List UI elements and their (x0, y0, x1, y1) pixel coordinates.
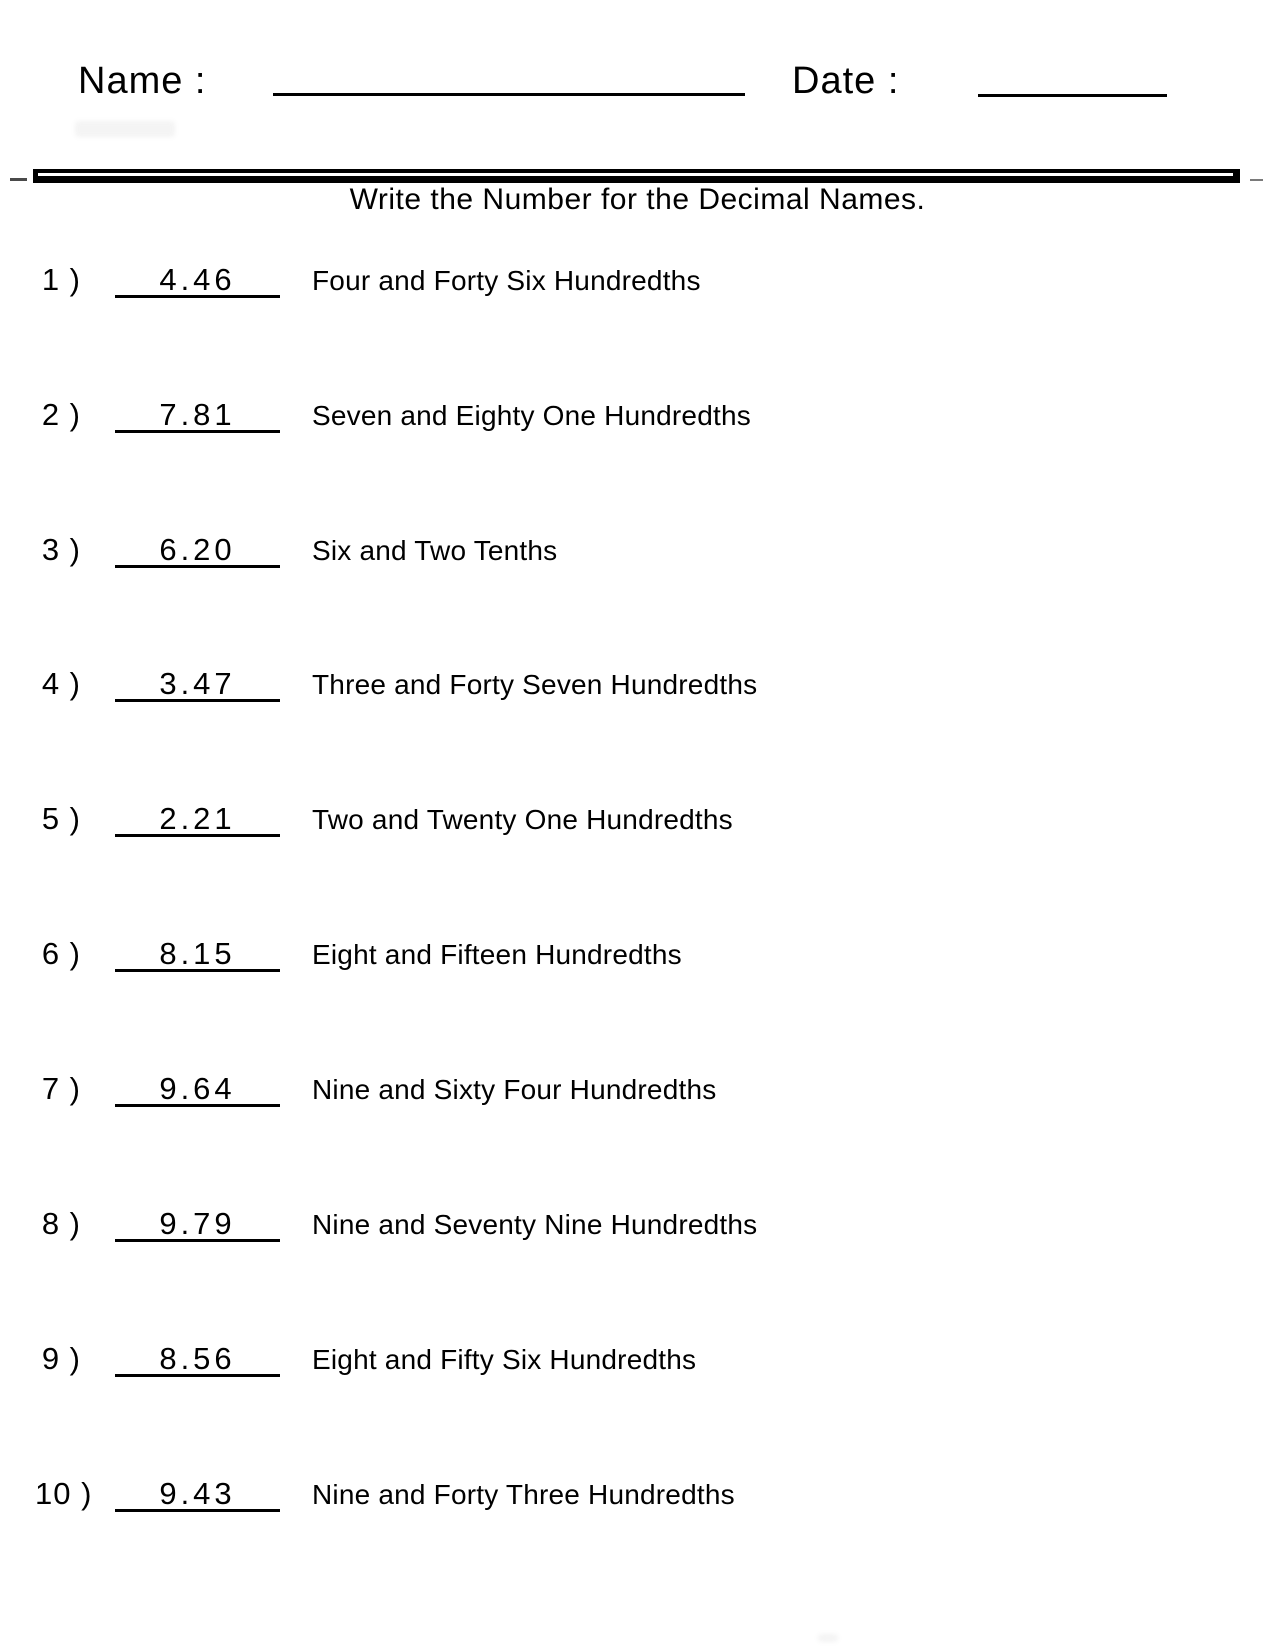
question-number: 3 ) (41, 531, 81, 567)
decimal-name-text: Six and Two Tenths (312, 534, 558, 566)
date-blank-line (978, 94, 1167, 97)
answer-blank-line (115, 1340, 280, 1377)
question-row (35, 1475, 1275, 1512)
decimal-name-text: Three and Forty Seven Hundredths (312, 669, 758, 701)
decimal-name-text: Eight and Fifteen Hundredths (312, 939, 682, 971)
question-number: 2 ) (41, 396, 81, 432)
answer-value: 6.20 (159, 531, 236, 567)
question-row (35, 1340, 1275, 1377)
question-row (35, 261, 1275, 298)
answer-blank-line (115, 261, 280, 298)
question-number: 9 ) (41, 1340, 81, 1376)
answer-blank-line (115, 396, 280, 433)
answer-blank-line (115, 1073, 280, 1107)
date-label: Date : (792, 60, 900, 102)
decimal-name-text: Nine and Seventy Nine Hundredths (312, 1209, 758, 1240)
answer-blank-line (115, 938, 280, 972)
scan-artifact (818, 1634, 838, 1642)
question-number: 5 ) (41, 801, 81, 837)
divider-left-dash (10, 178, 27, 181)
answer-value: 8.56 (159, 1340, 236, 1376)
question-number: 1 ) (41, 261, 81, 297)
question-number: 7 ) (41, 1071, 81, 1107)
divider-rule (33, 169, 1240, 183)
answer-blank-line (115, 668, 280, 702)
decimal-name-text: Seven and Eighty One Hundredths (312, 399, 751, 431)
answer-blank-line (115, 803, 280, 837)
answer-value: 2.21 (159, 801, 236, 837)
decimal-name-text: Nine and Forty Three Hundredths (312, 1478, 735, 1510)
answer-value: 4.46 (159, 261, 236, 297)
answer-blank-line (115, 1208, 280, 1242)
question-row (35, 531, 1275, 568)
answer-value: 9.79 (159, 1206, 236, 1241)
scan-artifact (75, 121, 175, 137)
question-number: 6 ) (41, 936, 81, 972)
decimal-name-text: Four and Forty Six Hundredths (312, 264, 701, 296)
name-blank-line (273, 93, 745, 96)
question-number: 10 ) (35, 1475, 93, 1511)
answer-value: 9.43 (159, 1475, 236, 1511)
divider-inner-stripe (38, 173, 1233, 176)
answer-value: 7.81 (159, 396, 236, 432)
question-row (35, 1073, 1275, 1107)
answer-value: 8.15 (159, 936, 236, 972)
question-number: 8 ) (41, 1206, 81, 1241)
answer-value: 3.47 (159, 666, 236, 702)
question-row (35, 1208, 1275, 1242)
name-label: Name : (78, 60, 207, 102)
answer-blank-line (115, 1475, 280, 1512)
question-number: 4 ) (41, 666, 81, 702)
question-row (35, 803, 1275, 837)
decimal-name-text: Nine and Sixty Four Hundredths (312, 1074, 717, 1106)
decimal-name-text: Two and Twenty One Hundredths (312, 804, 733, 836)
question-row (35, 668, 1275, 702)
question-row (35, 938, 1275, 972)
page-title: Write the Number for the Decimal Names. (349, 183, 926, 216)
decimal-name-text: Eight and Fifty Six Hundredths (312, 1343, 697, 1375)
question-row (35, 396, 1275, 433)
answer-blank-line (115, 531, 280, 568)
divider-right-dash (1250, 179, 1263, 181)
answer-value: 9.64 (159, 1071, 236, 1107)
